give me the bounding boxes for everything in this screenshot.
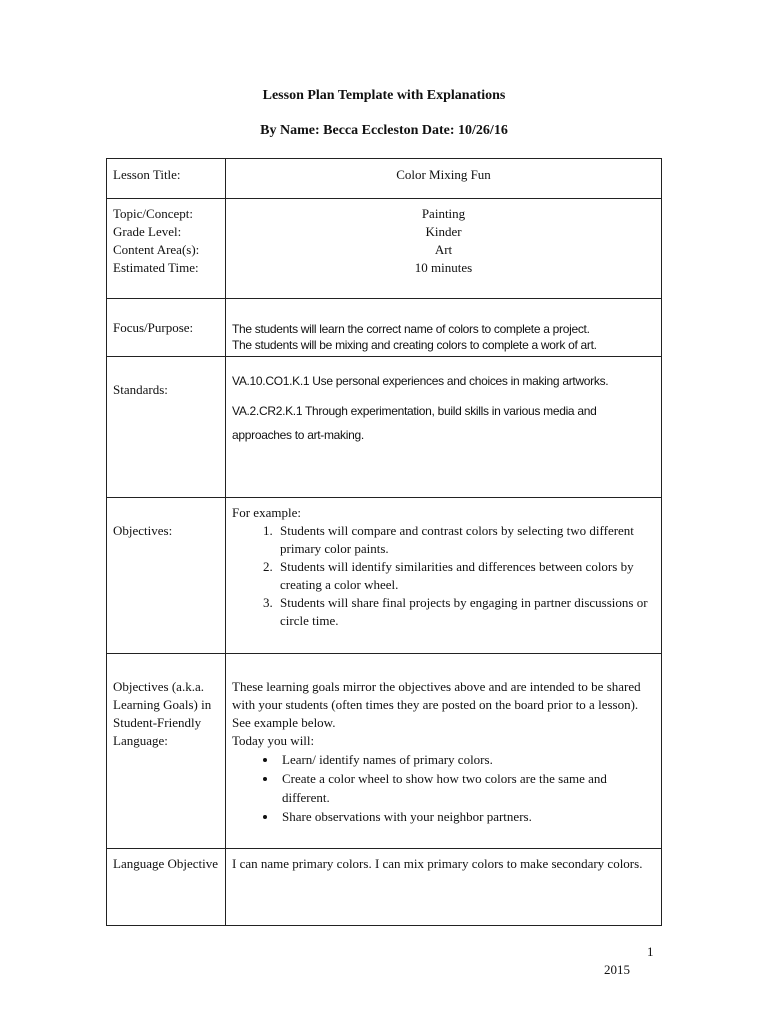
topic-values — [226, 199, 662, 299]
lesson-title-label: Lesson Title: — [107, 159, 226, 199]
lesson-title-value: Color Mixing Fun — [226, 159, 662, 199]
content-area-value: Art — [434, 242, 453, 257]
row-topic — [107, 199, 662, 299]
estimated-time-label: Estimated Time: — [113, 260, 199, 275]
topic-value: Painting — [421, 206, 466, 221]
goal-item: • Share observations with your neighbor partners. — [278, 807, 655, 826]
focus-line: The students will be mixing and creating colors to complete a work of art. — [232, 338, 597, 352]
row-lesson-title — [107, 159, 662, 199]
objective-item: 1. Students will compare and contrast colors by selecting two different primary color paints. — [276, 522, 655, 558]
goal-item: • Learn/ identify names of primary colors. — [278, 750, 655, 769]
lesson-plan-table — [106, 158, 662, 926]
standard-item: VA.2.CR2.K.1 Through experimentation, build skills in various media and approaches to art-making. — [232, 404, 597, 442]
language-label: Language Objective — [107, 849, 226, 926]
topic-label: Topic/Concept: — [113, 206, 193, 221]
content-area-label: Content Area(s): — [113, 242, 200, 257]
standards-text — [226, 357, 662, 498]
objective-item: 2. Students will identify similarities and differences between colors by creating a color wheel. — [276, 558, 655, 594]
goal-item: • Create a color wheel to show how two colors are the same and different. — [278, 769, 655, 807]
student-goals-list — [232, 750, 655, 826]
student-goals-label: Objectives (a.k.a. Learning Goals) in Student-Friendly Language: — [107, 654, 226, 849]
objectives-list — [232, 522, 655, 630]
page-number: 1 — [647, 944, 654, 959]
objectives-intro: For example: — [232, 505, 301, 520]
estimated-time-value: 10 minutes — [414, 260, 473, 275]
focus-label: Focus/Purpose: — [107, 299, 226, 357]
focus-line: The students will learn the correct name of colors to complete a project. — [232, 322, 590, 336]
document-title: Lesson Plan Template with Explanations — [262, 88, 506, 103]
row-language — [107, 849, 662, 926]
objectives-text — [226, 498, 662, 654]
topic-labels — [107, 199, 226, 299]
standard-item: VA.10.CO1.K.1 Use personal experiences and choices in making artworks. — [232, 374, 609, 388]
grade-label: Grade Level: — [113, 224, 182, 239]
grade-value: Kinder — [425, 224, 462, 239]
author-date-line: By Name: Becca Eccleston Date: 10/26/16 — [260, 123, 508, 138]
objectives-label: Objectives: — [107, 498, 226, 654]
student-goals-text — [226, 654, 662, 849]
row-student-goals — [107, 654, 662, 849]
student-goals-intro: These learning goals mirror the objectives above and are intended to be shared with your students (often times they are posted on the board prior to a lesson). See example below. — [232, 679, 641, 730]
row-focus — [107, 299, 662, 357]
standards-label: Standards: — [107, 357, 226, 498]
objective-item: 3. Students will share final projects by engaging in partner discussions or circle time. — [276, 594, 655, 630]
footer-year: 2015 — [604, 962, 630, 977]
row-standards — [107, 357, 662, 498]
language-text: I can name primary colors. I can mix primary colors to make secondary colors. — [226, 849, 662, 926]
focus-text — [226, 299, 662, 357]
student-goals-today: Today you will: — [232, 733, 315, 748]
row-objectives — [107, 498, 662, 654]
